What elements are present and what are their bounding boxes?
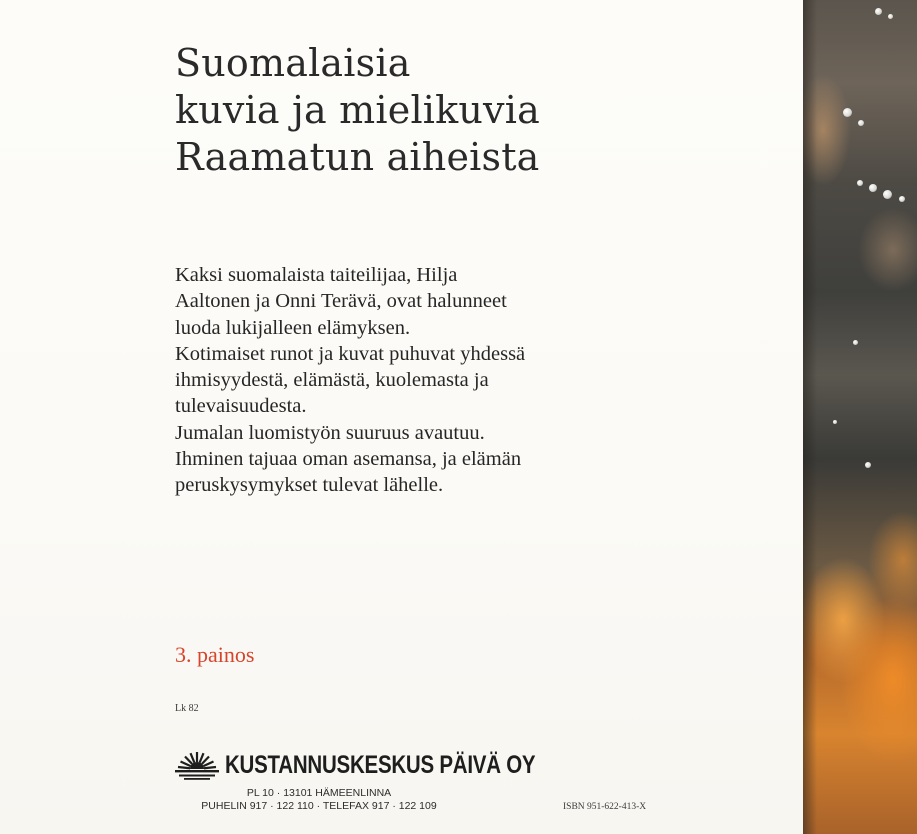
water-drop-icon: [833, 420, 837, 424]
publisher-block: [175, 748, 604, 782]
address-line: PUHELIN 917 · 122 110 · TELEFAX 917 · 122 109: [201, 800, 437, 812]
water-drop-icon: [875, 8, 882, 15]
address-line: PL 10 · 13101 HÄMEENLINNA: [246, 787, 392, 799]
title-line: kuvia ja mielikuvia: [175, 88, 540, 132]
description-line: Kaksi suomalaista taiteilijaa, Hilja: [175, 264, 458, 286]
water-drop-icon: [843, 108, 852, 117]
photo-edge-shadow: [803, 0, 817, 834]
cover-photo-strip: [803, 0, 917, 834]
description-line: ihmisyydestä, elämästä, kuolemasta ja: [175, 369, 489, 392]
description-line: Aaltonen ja Onni Terävä, ovat halunneet: [175, 290, 507, 313]
title-line: Suomalaisia: [175, 41, 411, 85]
water-drop-icon: [857, 180, 863, 186]
title-line: Raamatun aiheista: [175, 135, 540, 179]
water-drop-icon: [865, 462, 871, 468]
publisher-address: [174, 787, 464, 813]
description-line: tulevaisuudesta.: [175, 395, 307, 418]
water-drop-icon: [899, 196, 905, 202]
water-drop-icon: [869, 184, 877, 192]
catalog-code: Lk 82: [175, 703, 199, 714]
publisher-name: KUSTANNUSKESKUS PÄIVÄ OY: [225, 750, 536, 779]
water-drop-icon: [888, 14, 893, 19]
description-line: Ihminen tajuaa oman asemansa, ja elämän: [175, 448, 522, 471]
water-drop-icon: [883, 190, 892, 199]
water-drop-icon: [853, 340, 858, 345]
sunburst-logo-icon: [175, 750, 219, 780]
isbn: ISBN 951-622-413-X: [563, 802, 647, 812]
description-line: Jumalan luomistyön suuruus avautuu.: [175, 421, 485, 444]
description-line: Kotimaiset runot ja kuvat puhuvat yhdessä: [175, 342, 526, 365]
description-line: luoda lukijalleen elämyksen.: [175, 316, 411, 339]
water-drop-icon: [858, 120, 864, 126]
book-title: [175, 40, 540, 181]
description-line: peruskysymykset tulevat lähelle.: [175, 474, 444, 497]
edition-label: 3. painos: [175, 642, 255, 667]
book-description: [175, 262, 525, 499]
